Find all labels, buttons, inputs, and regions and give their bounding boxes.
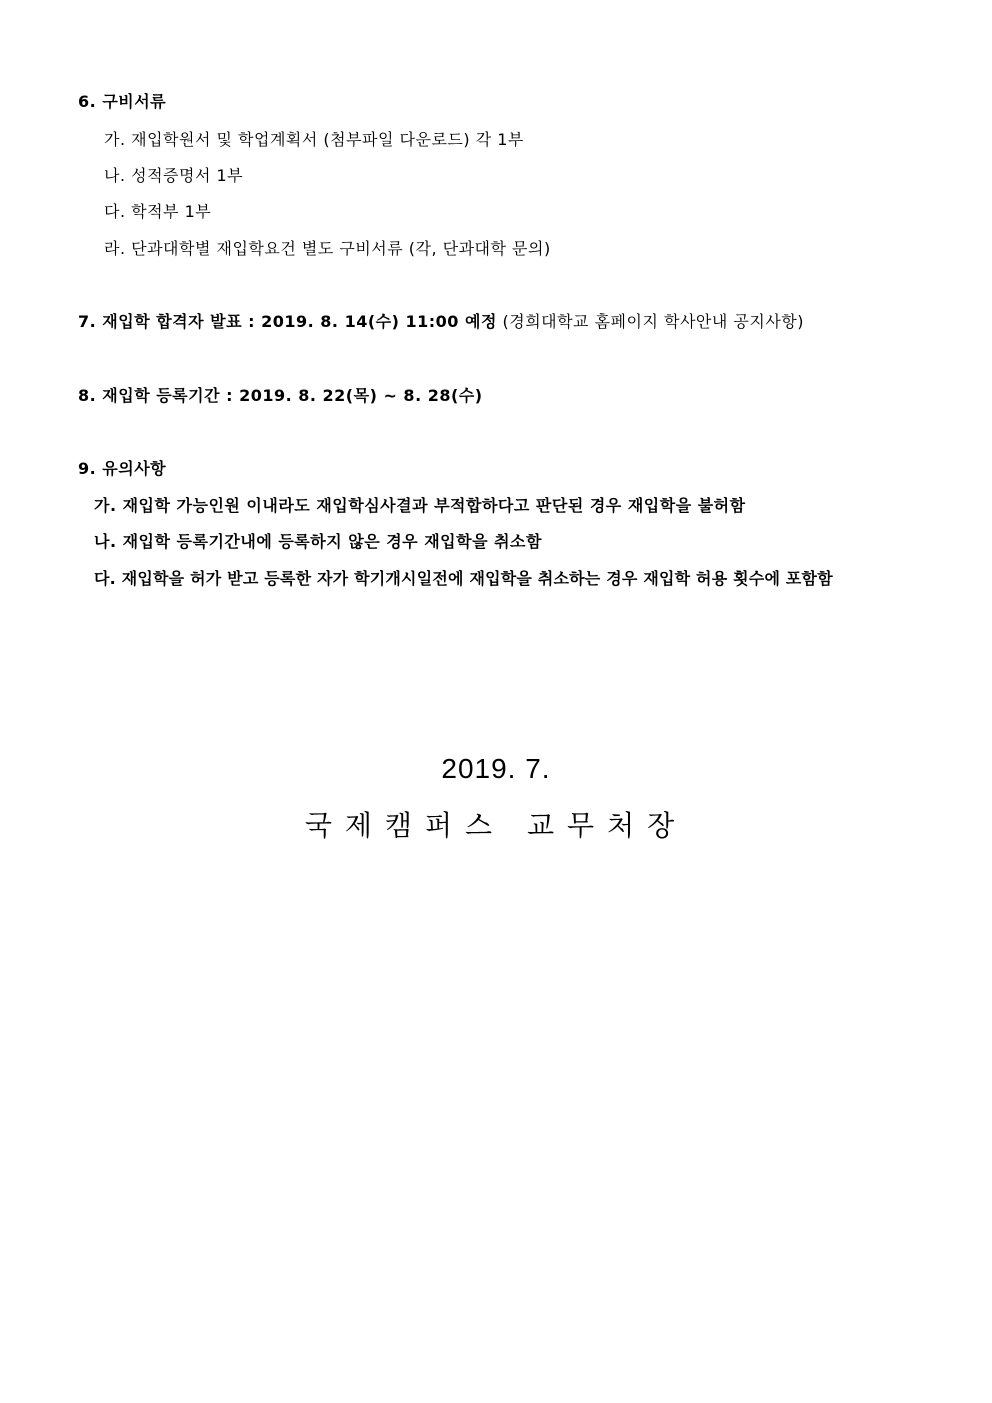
section-8-registration: 8. 재입학 등록기간 : 2019. 8. 22(목) ~ 8. 28(수)	[78, 386, 483, 405]
issue-date: 2019. 7.	[441, 753, 551, 784]
section-6-item-1: 가. 재입학원서 및 학업계획서 (첨부파일 다운로드) 각 1부	[104, 130, 524, 149]
section-7-label: 7. 재입학 합격자 발표 : 2019. 8. 14(수) 11:00 예정	[78, 312, 497, 331]
section-9-item-1: 가. 재입학 가능인원 이내라도 재입학심사결과 부적합하다고 판단된 경우 재입학을 불허함	[94, 496, 746, 515]
section-6-title: 6. 구비서류	[78, 92, 167, 111]
section-9-title: 9. 유의사항	[78, 459, 167, 478]
section-9-item-3: 다. 재입학을 허가 받고 등록한 자가 학기개시일전에 재입학을 취소하는 경우 재입학 허용 횟수에 포함함	[94, 569, 833, 588]
section-7-announcement	[78, 312, 804, 332]
section-9-item-2: 나. 재입학 등록기간내에 등록하지 않은 경우 재입학을 취소함	[94, 532, 542, 551]
issuer-signature: 국제캠퍼스 교무처장	[304, 809, 688, 842]
section-6-item-3: 다. 학적부 1부	[104, 202, 212, 221]
section-7-note: (경희대학교 홈페이지 학사안내 공지사항)	[496, 312, 804, 331]
section-6-item-2: 나. 성적증명서 1부	[104, 166, 244, 185]
section-6-item-4: 라. 단과대학별 재입학요건 별도 구비서류 (각, 단과대학 문의)	[104, 239, 551, 258]
